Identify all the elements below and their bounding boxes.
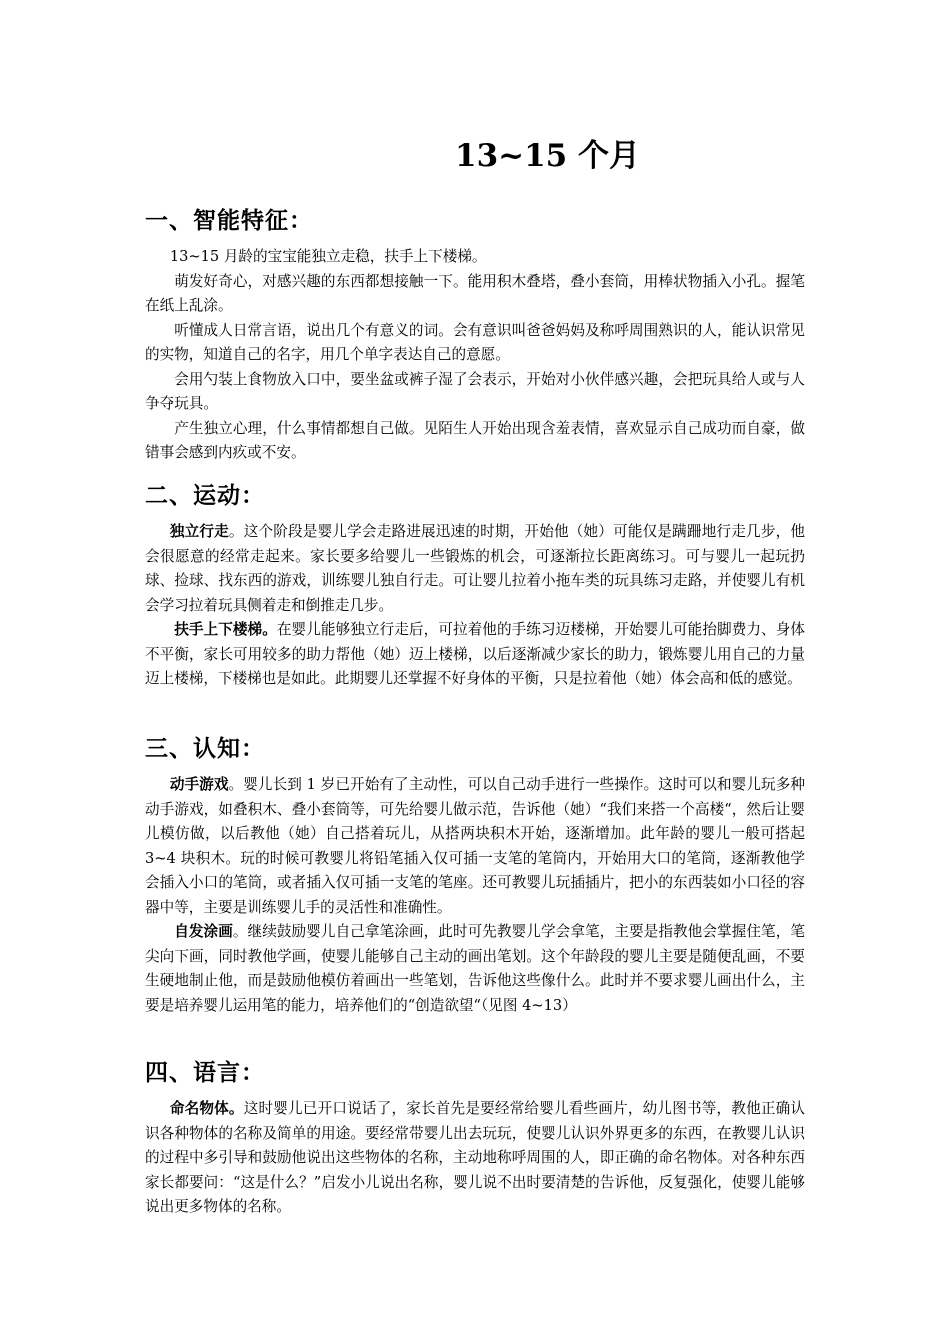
- paragraph: [145, 245, 805, 270]
- page-title: 13~15 个月: [455, 138, 641, 174]
- paragraph: [145, 417, 805, 466]
- paragraph: [145, 618, 805, 692]
- section-cognition: [145, 733, 805, 1018]
- section-motor: [145, 480, 805, 692]
- paragraph-text: 。继续鼓励婴儿自己拿笔涂画，此时可先教婴儿学会拿笔，主要是指教他会掌握住笔，笔尖向下画，同时教他学画，使婴儿能够自己主动的画出笔划。这个年龄段的婴儿主要是随便乱画，不要生硬地制止他，而是鼓励他模仿着画出一些笔划，告诉他这些像什么。此时并不要求婴儿画出什么，主要是培养婴儿运用笔的能力，培养他们的“创造欲望“（见图 4~13）: [145, 923, 805, 1014]
- paragraph-text: 萌发好奇心，对感兴趣的东西都想接触一下。能用积木叠塔，叠小套筒，用棒状物插入小孔。握笔在纸上乱涂。: [145, 272, 805, 314]
- paragraph-lead: 扶手上下楼梯。: [174, 621, 277, 638]
- paragraph: [145, 520, 805, 618]
- section-intelligence: [145, 205, 805, 466]
- paragraph-text: 这时婴儿已开口说话了，家长首先是要经常给婴儿看些画片，幼儿图书等，教他正确认识各种物体的名称及简单的用途。要经常带婴儿出去玩玩，使婴儿认识外界更多的东西，在教婴儿认识的过程中多引导和鼓励他说出这些物体的名称，主动地称呼周围的人，即正确的命名物体。对各种东西家长都要问：“这是什么？”启发小儿说出名称，婴儿说不出时要清楚的告诉他，反复强化，使婴儿能够说出更多物体的名称。: [145, 1100, 805, 1215]
- paragraph-text: 。这个阶段是婴儿学会走路进展迅速的时期，开始他（她）可能仅是蹒跚地行走几步，他会很愿意的经常走起来。家长要多给婴儿一些锻炼的机会，可逐渐拉长距离练习。可与婴儿一起玩扔球、捡球、找东西的游戏，训练婴儿独自行走。可让婴儿拉着小拖车类的玩具练习走路，并使婴儿有机会学习拉着玩具侧着走和倒推走几步。: [145, 523, 805, 614]
- section-heading: 三、认知：: [145, 736, 265, 762]
- paragraph-lead: 动手游戏: [169, 776, 229, 793]
- paragraph-text: 听懂成人日常言语，说出几个有意义的词。会有意识叫爸爸妈妈及称呼周围熟识的人，能认识常见的实物，知道自己的名字，用几个单字表达自己的意愿。: [145, 321, 805, 363]
- paragraph-lead: 独立行走: [169, 523, 229, 540]
- section-heading: 四、语言：: [145, 1060, 265, 1086]
- section-heading: 一、智能特征：: [145, 208, 313, 234]
- paragraph-text: 产生独立心理，什么事情都想自己做。见陌生人开始出现含羞表情，喜欢显示自己成功而自豪，做错事会感到内疚或不安。: [145, 419, 805, 461]
- paragraph: [145, 270, 805, 319]
- paragraph: [145, 1097, 805, 1220]
- paragraph-text: 13~15 月龄的宝宝能独立走稳，扶手上下楼梯。: [169, 248, 487, 265]
- paragraph-lead: 命名物体。: [169, 1100, 244, 1117]
- paragraph: [145, 319, 805, 368]
- paragraph-text: 在婴儿能够独立行走后，可拉着他的手练习迈楼梯，开始婴儿可能抬脚费力、身体不平衡，家长可用较多的助力帮他（她）迈上楼梯，以后逐渐减少家长的助力，锻炼婴儿用自己的力量迈上楼梯，下楼梯也是如此。此期婴儿还掌握不好身体的平衡，只是拉着他（她）体会高和低的感觉。: [145, 621, 805, 687]
- paragraph-text: 会用勺装上食物放入口中，要坐盆或裤子湿了会表示，开始对小伙伴感兴趣，会把玩具给人或与人争夺玩具。: [145, 370, 805, 412]
- paragraph-text: 。婴儿长到 1 岁已开始有了主动性，可以自己动手进行一些操作。这时可以和婴儿玩多种动手游戏，如叠积木、叠小套筒等，可先给婴儿做示范，告诉他（她）“我们来搭一个高楼“，然后让婴儿模仿做，以后教他（她）自己搭着玩儿，从搭两块积木开始，逐渐增加。此年龄的婴儿一般可搭起 3~4 块积木。玩的时候可教婴儿将铅笔插入仅可插一支笔的笔筒内，开始用大口的笔筒，逐渐教他学会插入小口的笔筒，或者插入仅可插一支笔的笔座。还可教婴儿玩插插片，把小的东西装如小口径的容器中等，主要是训练婴儿手的灵活性和准确性。: [145, 776, 805, 916]
- paragraph-lead: 自发涂画: [174, 923, 233, 940]
- section-language: [145, 1057, 805, 1220]
- section-heading: 二、运动：: [145, 483, 265, 509]
- paragraph: [145, 368, 805, 417]
- paragraph: [145, 920, 805, 1018]
- paragraph: [145, 773, 805, 920]
